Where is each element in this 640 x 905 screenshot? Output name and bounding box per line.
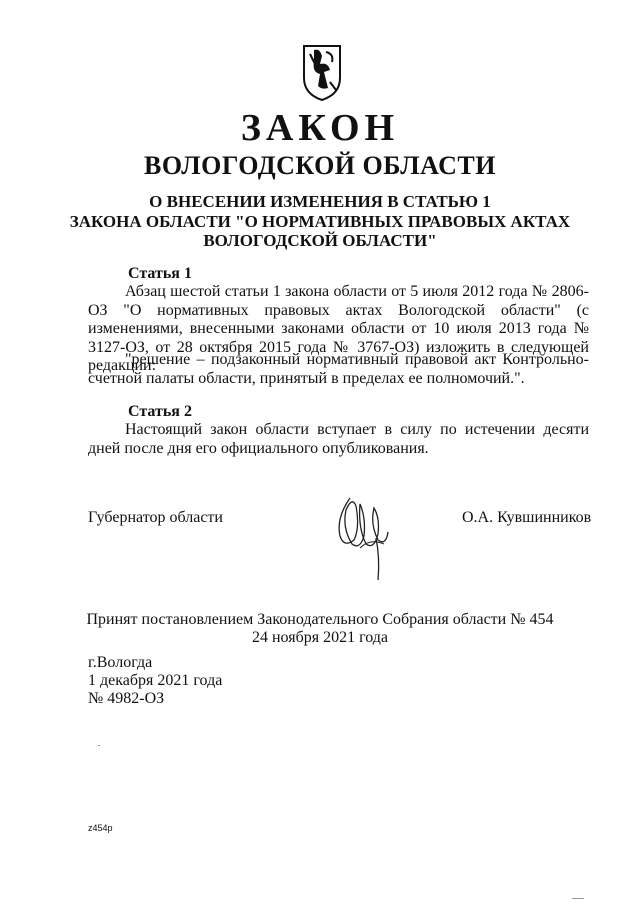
scan-speck (572, 898, 584, 899)
law-subtitle-line: ВОЛОГОДСКОЙ ОБЛАСТИ" (203, 231, 437, 250)
governor-title: Губернатор области (88, 509, 223, 526)
law-subtitle-line: О ВНЕСЕНИИ ИЗМЕНЕНИЯ В СТАТЬЮ 1 (149, 192, 491, 211)
scan-speck (98, 745, 100, 746)
article-heading: Статья 1 (128, 265, 192, 282)
document-code: z454p (88, 823, 113, 833)
law-number: № 4982-ОЗ (88, 690, 165, 707)
law-date: 1 декабря 2021 года (88, 672, 223, 689)
adoption-note: Принят постановлением Законодательного Собрания области № 454 (86, 611, 554, 628)
region-title: ВОЛОГОДСКОЙ ОБЛАСТИ (144, 151, 496, 180)
law-subtitle-line: ЗАКОНА ОБЛАСТИ "О НОРМАТИВНЫХ ПРАВОВЫХ АКТАХ (69, 212, 571, 231)
law-title: ЗАКОН (240, 107, 400, 149)
article-quote: "решение – подзаконный нормативный правовой акт Контрольно-счетной палаты области, принятый в пределах ее полномочий.". (88, 351, 589, 387)
handwritten-signature-icon (330, 488, 398, 584)
adoption-date: 24 ноября 2021 года (251, 629, 389, 646)
article-heading: Статья 2 (128, 403, 192, 420)
city: г.Вологда (88, 654, 153, 671)
coat-of-arms-icon (300, 42, 344, 102)
governor-name: О.А. Кувшинников (462, 509, 592, 526)
article-text: Настоящий закон области вступает в силу по истечении десяти дней после дня его официального опубликования. (88, 421, 589, 457)
article-text: Абзац шестой статьи 1 закона области от 5 июля 2012 года № 2806-ОЗ "О нормативных правовых актах Вологодской области" (с изменениями, внесенными законами области от 10 июля 2013 года № 3127-ОЗ, от 28 октября 2015 года № 3767-ОЗ) изложить в следующей редакции: (88, 283, 589, 374)
